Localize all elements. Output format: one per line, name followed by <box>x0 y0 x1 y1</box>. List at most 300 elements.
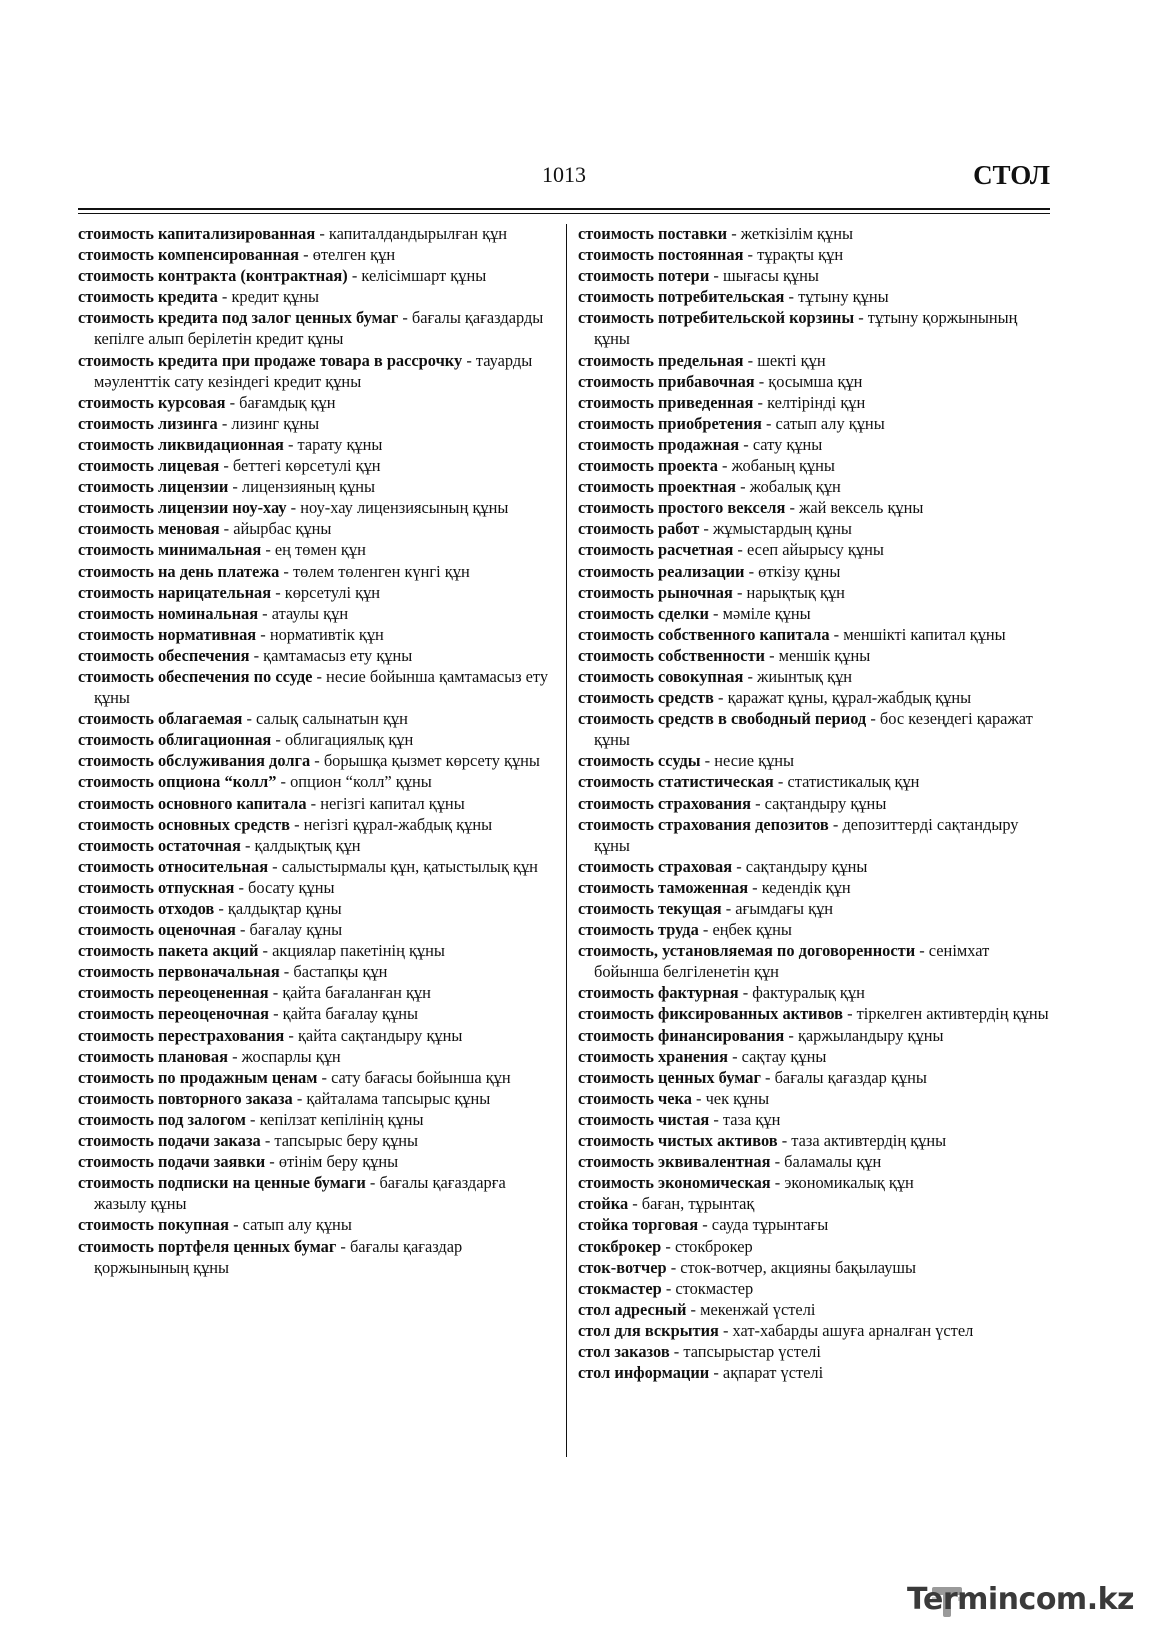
entry-definition: ағымдағы құн <box>735 899 834 918</box>
entry-definition: сақтандыру құны <box>764 793 887 813</box>
entry-definition: атаулы құн <box>271 603 349 623</box>
dictionary-entry <box>578 1003 1052 1024</box>
dictionary-entry <box>78 1130 552 1151</box>
entry-separator: - <box>315 224 329 243</box>
dictionary-entry <box>78 1003 552 1024</box>
dictionary-entry <box>578 244 1052 265</box>
entry-term: стоимость поставки <box>578 224 728 243</box>
entry-term: стоимость чистая <box>578 1109 710 1129</box>
dictionary-entry <box>578 497 1052 518</box>
entry-term: стоимость совокупная <box>578 666 744 686</box>
entry-definition: жобалық құн <box>749 477 841 497</box>
entry-term: стоимость чека <box>578 1088 692 1108</box>
dictionary-entry <box>578 919 1052 940</box>
left-column <box>78 223 552 1278</box>
dictionary-entry <box>78 476 552 497</box>
dictionary-entry <box>78 814 552 835</box>
entry-definition: жобаның құны <box>731 456 835 476</box>
entry-definition: бағалы қағаздарды кепілге алып берілетін кредит құны <box>94 308 544 349</box>
entry-separator: - <box>299 245 313 265</box>
entry-definition: қалдықтар құны <box>227 899 342 918</box>
entry-separator: - <box>732 582 747 602</box>
page-number: 1013 <box>542 162 586 187</box>
entry-separator: - <box>764 645 779 665</box>
entry-term: стоимость перестрахования <box>78 1025 285 1045</box>
entry-definition: фактуралық құн <box>752 983 865 1003</box>
entry-term: стоимость на день платежа <box>78 561 280 581</box>
entry-separator: - <box>736 477 750 497</box>
entry-separator: - <box>733 540 747 560</box>
entry-definition: тіркелген активтердің құны <box>856 1004 1049 1024</box>
entry-term: стоимость оценочная <box>78 920 236 940</box>
entry-definition: мәміле құны <box>722 603 811 623</box>
dictionary-entry <box>578 392 1052 413</box>
entry-definition: капиталдандырылған құн <box>328 224 508 243</box>
entry-term: стоимость плановая <box>78 1046 228 1066</box>
dictionary-entry <box>78 582 552 603</box>
entry-separator: - <box>709 266 723 286</box>
entry-definition: сатып алу құны <box>775 413 885 433</box>
dictionary-entry <box>578 1299 1052 1320</box>
entry-separator: - <box>286 498 301 518</box>
entry-separator: - <box>276 772 291 792</box>
entry-term: стоимость таможенная <box>578 877 749 897</box>
entry-term: стоимость постоянная <box>578 245 744 265</box>
entry-separator: - <box>770 1173 785 1193</box>
dictionary-entry <box>578 708 1052 750</box>
entry-definition: нарықтық құн <box>746 582 845 602</box>
entry-separator: - <box>462 350 476 370</box>
entry-definition: тұтыну қоржынының құны <box>594 308 1018 349</box>
entry-term: стоимость контракта (контрактная) <box>78 266 348 286</box>
entry-definition: келтірінді құн <box>767 392 866 412</box>
entry-separator: - <box>336 1236 350 1256</box>
entry-term: стоимость подачи заказа <box>78 1131 261 1151</box>
dictionary-entry <box>578 1193 1052 1214</box>
entry-term: стоимость страхования <box>578 793 751 813</box>
dictionary-entry <box>578 539 1052 560</box>
dictionary-entry <box>78 1088 552 1109</box>
entry-definition: негізгі құрал-жабдық құны <box>303 814 493 834</box>
entry-term: стоимость продажная <box>578 434 740 454</box>
dictionary-entry <box>78 835 552 856</box>
entry-definition: бағалы қағаздар құны <box>774 1067 927 1087</box>
entry-term: стоимость ликвидационная <box>78 434 284 454</box>
entry-term: стоимость предельная <box>578 350 744 370</box>
entry-term: стоимость проектная <box>578 477 737 497</box>
entry-definition: тауарды мәуленттік сату кезіндегі кредит құны <box>94 350 533 391</box>
entry-definition: стокмастер <box>675 1278 754 1298</box>
entry-separator: - <box>738 983 753 1003</box>
entry-separator: - <box>727 224 741 243</box>
dictionary-entry <box>78 223 552 244</box>
entry-definition: мекенжай үстелі <box>700 1299 816 1319</box>
watermark-logo <box>907 1579 1134 1623</box>
column-divider <box>566 224 567 1457</box>
dictionary-entry <box>78 265 552 286</box>
entry-term: стол заказов <box>578 1341 670 1361</box>
entry-separator: - <box>242 709 257 729</box>
dictionary-entry <box>78 244 552 265</box>
dictionary-entry <box>78 919 552 940</box>
dictionary-entry <box>78 1067 552 1088</box>
entry-separator: - <box>785 498 800 518</box>
dictionary-entry <box>78 982 552 1003</box>
dictionary-entry <box>78 729 552 750</box>
entry-separator: - <box>698 1215 712 1235</box>
entry-separator: - <box>915 941 929 961</box>
dictionary-entry <box>78 898 552 919</box>
entry-definition: сату құны <box>752 434 823 454</box>
dictionary-entry <box>578 624 1052 645</box>
entry-separator: - <box>228 1215 243 1235</box>
entry-definition: өтелген құн <box>312 245 396 265</box>
entry-separator: - <box>347 266 362 286</box>
entry-term: стоимость обслуживания долга <box>78 751 311 771</box>
entry-definition: тапсырыстар үстелі <box>683 1341 821 1361</box>
entry-term: стоимость первоначальная <box>78 962 280 982</box>
entry-term: стоимость покупная <box>78 1215 229 1235</box>
entry-term: стоимость лицевая <box>78 456 220 476</box>
entry-separator: - <box>842 1004 857 1024</box>
entry-separator: - <box>828 814 843 834</box>
entry-definition: жұмыстардың құны <box>712 519 852 539</box>
entry-term: стоимость облигационная <box>78 730 272 750</box>
entry-separator: - <box>753 392 768 412</box>
dictionary-entry <box>78 603 552 624</box>
entry-definition: тарату құны <box>297 434 383 454</box>
entry-separator: - <box>732 856 746 876</box>
entry-separator: - <box>271 730 285 750</box>
entry-term: стоимость переоцененная <box>78 983 269 1003</box>
entry-term: стоимость повторного заказа <box>78 1088 293 1108</box>
entry-definition: кедендік құн <box>761 877 851 897</box>
entry-definition: сток-вотчер, акцияны бақылаушы <box>680 1257 917 1277</box>
entry-separator: - <box>283 434 298 454</box>
dictionary-entry <box>578 771 1052 792</box>
entry-term: стоимость обеспечения по ссуде <box>78 666 313 686</box>
entry-definition: қалдықтық құн <box>254 835 361 855</box>
entry-separator: - <box>240 835 255 855</box>
entry-term: стоимость отпускная <box>78 877 235 897</box>
entry-term: стоимость простого векселя <box>578 498 786 518</box>
entry-definition: ноу-хау лицензиясының құны <box>300 498 509 518</box>
entry-term: стоимость фиксированных активов <box>578 1004 843 1024</box>
dictionary-entry <box>578 1046 1052 1067</box>
entry-definition: қамтамасыз ету құны <box>263 645 413 665</box>
entry-definition: көрсетулі құн <box>284 582 381 602</box>
entry-definition: сақтандыру құны <box>745 856 868 876</box>
dictionary-entry <box>578 476 1052 497</box>
dictionary-entry <box>578 603 1052 624</box>
entry-definition: қосымша құн <box>768 371 863 391</box>
entry-separator: - <box>727 1046 742 1066</box>
entry-definition: хат-хабарды ашуға арналған үстел <box>732 1320 974 1340</box>
entry-term: стоимость страхования депозитов <box>578 814 829 834</box>
entry-term: стоимость нарицательная <box>78 582 272 602</box>
dictionary-entry <box>78 286 552 307</box>
dictionary-entry <box>78 307 552 349</box>
entry-separator: - <box>743 666 757 686</box>
entry-term: стоимость сделки <box>578 603 709 623</box>
entry-definition: кепілзат кепілінің құны <box>259 1109 424 1129</box>
entry-term: стоимость реализации <box>578 561 745 581</box>
dictionary-entry <box>78 624 552 645</box>
entry-definition: опцион “колл” құны <box>290 772 432 792</box>
dictionary-entry <box>78 1151 552 1172</box>
entry-separator: - <box>748 877 762 897</box>
guide-word: СТОЛ <box>973 160 1050 190</box>
entry-term: стоимость кредита под залог ценных бумаг <box>78 308 399 328</box>
entry-separator: - <box>217 287 232 307</box>
entry-separator: - <box>721 899 736 918</box>
entry-separator: - <box>743 350 758 370</box>
entry-definition: бағамдық құн <box>239 392 336 412</box>
dictionary-entry <box>78 771 552 792</box>
entry-separator: - <box>718 1320 733 1340</box>
entry-term: стоимость лизинга <box>78 413 218 433</box>
dictionary-entry <box>578 1067 1052 1088</box>
dictionary-entry <box>78 750 552 771</box>
entry-definition: өткізу құны <box>758 561 841 581</box>
entry-separator: - <box>258 941 273 961</box>
dictionary-entry <box>78 350 552 392</box>
entry-separator: - <box>227 1046 242 1066</box>
entry-term: стоимость страховая <box>578 856 733 876</box>
entry-definition: чек құны <box>705 1088 770 1108</box>
entry-term: стоимость эквивалентная <box>578 1152 771 1172</box>
entry-definition: негізгі капитал құны <box>320 793 465 813</box>
entry-term: стоимость прибавочная <box>578 371 755 391</box>
entry-definition: бағалы қағаздарға жазылу құны <box>94 1173 506 1214</box>
entry-definition: жеткізілім құны <box>740 224 853 243</box>
dictionary-entry <box>578 1341 1052 1362</box>
entry-separator: - <box>258 603 272 623</box>
entry-definition: шекті құн <box>757 350 826 370</box>
entry-definition: бағалы қағаздар қоржынының құны <box>94 1236 463 1277</box>
entry-definition: экономикалық құн <box>784 1173 914 1193</box>
dictionary-entry <box>578 666 1052 687</box>
entry-separator: - <box>744 561 759 581</box>
dictionary-entry <box>578 1214 1052 1235</box>
entry-definition: несие құны <box>714 751 795 771</box>
entry-term: стоимость отходов <box>78 899 215 918</box>
dictionary-entry <box>578 1320 1052 1341</box>
header-rule-thick <box>78 208 1050 210</box>
dictionary-entry <box>578 223 1052 244</box>
entry-separator: - <box>760 1067 775 1087</box>
entry-term: стоимость номинальная <box>78 603 259 623</box>
entry-term: стокмастер <box>578 1278 662 1298</box>
entry-definition: қайта бағалау құны <box>282 1004 418 1024</box>
entry-separator: - <box>249 645 264 665</box>
entry-definition: тапсырыс беру құны <box>274 1131 419 1151</box>
entry-term: стоимость рыночная <box>578 582 733 602</box>
entry-separator: - <box>669 1341 684 1361</box>
entry-definition: қайта бағаланған құн <box>282 983 431 1003</box>
right-column <box>578 223 1052 1383</box>
entry-term: сток-вотчер <box>578 1257 667 1277</box>
entry-separator: - <box>708 603 723 623</box>
entry-term: стоимость работ <box>578 519 700 539</box>
entry-term: стоимость финансирования <box>578 1025 785 1045</box>
entry-definition: қаражат құны, құрал-жабдық құны <box>727 688 972 708</box>
entry-separator: - <box>290 814 304 834</box>
dictionary-entry <box>78 1236 552 1278</box>
entry-term: стоимость фактурная <box>578 983 739 1003</box>
entry-definition: баған, тұрынтақ <box>641 1194 755 1214</box>
entry-separator: - <box>686 1299 701 1319</box>
dictionary-entry <box>78 856 552 877</box>
entry-term: стоимость ссуды <box>578 751 701 771</box>
entry-definition: жай вексель құны <box>799 498 924 518</box>
entry-term: стоимость минимальная <box>78 540 262 560</box>
entry-separator: - <box>750 793 765 813</box>
entry-definition: сенімхат бойынша белгіленетін құн <box>594 941 990 982</box>
dictionary-entry <box>78 708 552 729</box>
entry-term: стоимость кредита <box>78 287 218 307</box>
entry-term: стоимость потребительская <box>578 287 785 307</box>
entry-definition: сақтау құны <box>741 1046 827 1066</box>
entry-separator: - <box>739 434 753 454</box>
entry-definition: бағалау құны <box>249 920 343 940</box>
entry-definition: бос кезеңдегі қаражат құны <box>594 709 1033 750</box>
entry-term: стоимость облагаемая <box>78 709 243 729</box>
entry-definition: өтінім беру құны <box>278 1152 399 1172</box>
entry-term: стол адресный <box>578 1299 687 1319</box>
entry-term: стоимость собственного капитала <box>578 624 830 644</box>
dictionary-entry <box>578 455 1052 476</box>
entry-separator: - <box>317 1067 332 1087</box>
entry-definition: салық салынатын құн <box>256 709 408 729</box>
entry-separator: - <box>754 371 769 391</box>
entry-definition: облигациялық құн <box>284 730 414 750</box>
entry-definition: таза активтердің құны <box>791 1131 947 1151</box>
entry-term: стоимость пакета акций <box>78 941 259 961</box>
entry-term: стойка <box>578 1194 629 1214</box>
entry-term: стоимость подачи заявки <box>78 1152 266 1172</box>
entry-separator: - <box>691 1088 706 1108</box>
entry-definition: есеп айырысу құны <box>746 540 884 560</box>
dictionary-entry <box>578 898 1052 919</box>
entry-term: стоимость статистическая <box>578 772 774 792</box>
dictionary-entry <box>78 497 552 518</box>
entry-separator: - <box>709 1109 723 1129</box>
entry-term: стоимость чистых активов <box>578 1131 778 1151</box>
entry-separator: - <box>235 920 250 940</box>
dictionary-entry <box>578 1109 1052 1130</box>
entry-term: стоимость расчетная <box>578 540 734 560</box>
entry-separator: - <box>284 1025 298 1045</box>
entry-definition: жиынтық құн <box>757 666 853 686</box>
entry-term: стоимость текущая <box>578 899 722 918</box>
entry-term: стоимость труда <box>578 920 699 940</box>
dictionary-entry <box>578 793 1052 814</box>
entry-separator: - <box>713 688 728 708</box>
entry-definition: салыстырмалы құн, қатыстылық құн <box>281 856 538 876</box>
entry-definition: тұтыну құны <box>798 287 889 307</box>
watermark-text: Termincom.kz <box>907 1582 1134 1617</box>
entry-definition: несие бойынша қамтамасыз ету құны <box>94 666 549 708</box>
entry-definition: шығасы құны <box>722 266 819 286</box>
entry-separator: - <box>661 1278 676 1298</box>
dictionary-entry <box>78 413 552 434</box>
entry-definition: меншік құны <box>778 645 871 665</box>
entry-term: стоимость нормативная <box>78 624 257 644</box>
entry-definition: ең төмен құн <box>274 540 366 560</box>
dictionary-entry <box>578 750 1052 771</box>
entry-term: стоимость основного капитала <box>78 793 307 813</box>
dictionary-entry <box>78 645 552 666</box>
entry-definition: қаржыландыру құны <box>797 1025 944 1045</box>
dictionary-entry <box>78 518 552 539</box>
entry-separator: - <box>312 666 327 686</box>
dictionary-entry <box>578 814 1052 856</box>
dictionary-entry <box>578 350 1052 371</box>
entry-separator: - <box>310 751 324 771</box>
entry-term: стоимость основных средств <box>78 814 290 834</box>
dictionary-entry <box>578 518 1052 539</box>
entry-separator: - <box>268 983 283 1003</box>
dictionary-entry <box>578 582 1052 603</box>
entry-term: стоимость потери <box>578 266 710 286</box>
dictionary-entry <box>78 539 552 560</box>
entry-separator: - <box>228 477 242 497</box>
entry-separator: - <box>261 540 275 560</box>
dictionary-entry <box>78 1025 552 1046</box>
entry-separator: - <box>219 456 233 476</box>
dictionary-entry <box>578 265 1052 286</box>
entry-term: стоимость средств <box>578 688 714 708</box>
entry-separator: - <box>700 751 715 771</box>
entry-separator: - <box>743 245 758 265</box>
entry-term: стоимость по продажным ценам <box>78 1067 318 1087</box>
entry-term: стоимость, установляемая по договоренности <box>578 941 916 961</box>
entry-term: стол для вскрытия <box>578 1320 719 1340</box>
dictionary-entry <box>78 1214 552 1235</box>
entry-term: стоимость приведенная <box>578 392 754 412</box>
entry-term: стоимость ценных бумаг <box>578 1067 761 1087</box>
dictionary-entry <box>578 413 1052 434</box>
entry-term: стоимость собственности <box>578 645 765 665</box>
entry-separator: - <box>717 456 732 476</box>
entry-separator: - <box>661 1236 675 1256</box>
entry-term: стоимость под залогом <box>78 1109 246 1129</box>
entry-term: стоимость средств в свободный период <box>578 709 867 729</box>
entry-term: стоимость относительная <box>78 856 269 876</box>
entry-term: стол информации <box>578 1363 710 1383</box>
entry-separator: - <box>279 962 294 982</box>
dictionary-entry <box>78 877 552 898</box>
entry-definition: стокброкер <box>674 1236 753 1256</box>
page-header <box>78 158 1050 208</box>
dictionary-entry <box>578 307 1052 349</box>
entry-separator: - <box>279 561 293 581</box>
dictionary-entry <box>78 392 552 413</box>
dictionary-entry <box>578 1151 1052 1172</box>
header-rule-thin <box>78 213 1050 214</box>
entry-term: стокброкер <box>578 1236 662 1256</box>
entry-separator: - <box>666 1257 681 1277</box>
dictionary-entry <box>578 286 1052 307</box>
entry-separator: - <box>770 1152 785 1172</box>
entry-definition: жоспарлы құн <box>241 1046 341 1066</box>
entry-definition: статистикалық құн <box>787 772 920 792</box>
dictionary-entry <box>578 1278 1052 1299</box>
entry-separator: - <box>866 709 880 729</box>
dictionary-entry <box>578 982 1052 1003</box>
entry-separator: - <box>699 519 713 539</box>
